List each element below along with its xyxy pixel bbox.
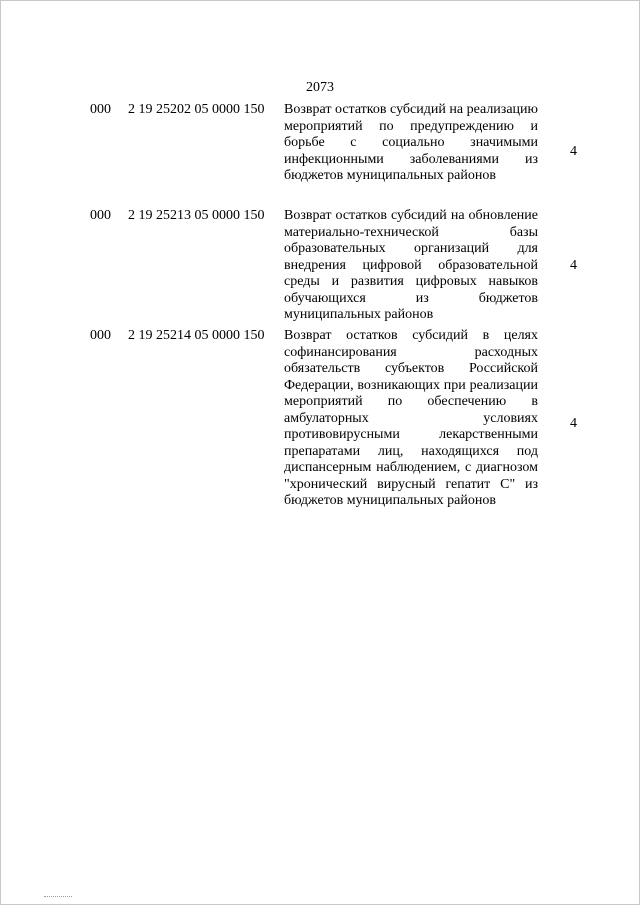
amount-value: 4 xyxy=(570,416,577,431)
scan-artifact xyxy=(44,896,72,898)
admin-code: 000 xyxy=(90,208,111,223)
budget-classification-code: 2 19 25214 05 0000 150 xyxy=(128,328,265,343)
budget-classification-code: 2 19 25202 05 0000 150 xyxy=(128,102,265,117)
budget-classification-code: 2 19 25213 05 0000 150 xyxy=(128,208,265,223)
income-description: Возврат остатков субсидий в целях софинансирования расходных обязательств субъектов Российской Федерации, возникающих при реализации мероприятий по обеспечению в амбулаторных условиях противовирусными лекарственными препаратами лиц, находящихся под диспансерным наблюдением, с диагнозом "хронический вирусный гепатит С" из бюджетов муниципальных районов xyxy=(284,328,538,508)
income-description: Возврат остатков субсидий на обновление материально-технической базы образовательных организаций для внедрения цифровой образовательной среды и развития цифровых навыков обучающихся из бюджетов муниципальных районов xyxy=(284,208,538,322)
admin-code: 000 xyxy=(90,102,111,117)
page-number: 2073 xyxy=(306,80,334,95)
table-row xyxy=(0,208,640,328)
amount-value: 4 xyxy=(570,258,577,273)
table-row xyxy=(0,102,640,208)
table-row xyxy=(0,328,640,538)
amount-value: 4 xyxy=(570,144,577,159)
admin-code: 000 xyxy=(90,328,111,343)
budget-code-table xyxy=(0,102,640,538)
income-description: Возврат остатков субсидий на реализацию мероприятий по предупреждению и борьбе с социально значимыми инфекционными заболеваниями из бюджетов муниципальных районов xyxy=(284,102,538,183)
